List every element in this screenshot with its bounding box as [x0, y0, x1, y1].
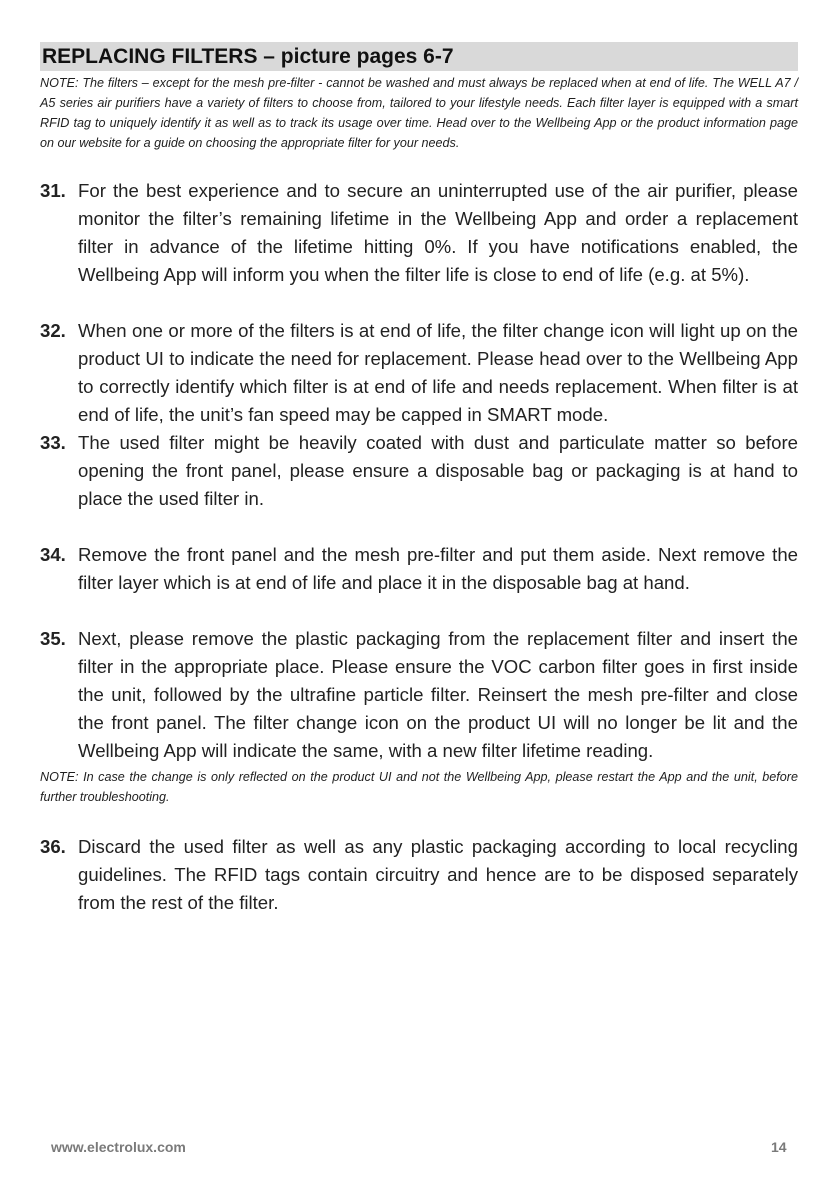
footer-website: www.electrolux.com	[51, 1139, 186, 1155]
item-number: 31.	[40, 180, 66, 201]
item-text: For the best experience and to secure an uninterrupted use of the air purifier, please monitor the filter’s remaining lifetime in the Wellbeing App and order a replacement filter in advance of the lifetime hitting 0%. If you have notifications enabled, the Wellbeing App will inform you when the filter life is close to end of life (e.g. at 5%).	[78, 180, 798, 285]
item-number: 33.	[40, 432, 66, 453]
item-number: 34.	[40, 544, 66, 565]
page-content	[40, 42, 798, 917]
item-text: Remove the front panel and the mesh pre-filter and put them aside. Next remove the filter layer which is at end of life and place it in the disposable bag at hand.	[78, 544, 798, 593]
page-number: 14	[771, 1139, 787, 1155]
list-item	[40, 177, 798, 289]
list-item	[40, 317, 798, 429]
section-title: REPLACING FILTERS – picture pages 6-7	[40, 42, 798, 71]
list-item	[40, 625, 798, 765]
list-item	[40, 429, 798, 513]
list-item	[40, 833, 798, 917]
intro-note: NOTE: The filters – except for the mesh pre-filter - cannot be washed and must always be replaced when at end of life. The WELL A7 / A5 series air purifiers have a variety of filters to choose from, tailored to your lifestyle needs. Each filter layer is equipped with a smart RFID tag to uniquely identify it as well as to track its usage over time. Head over to the Wellbeing App or the product information page on our website for a guide on choosing the appropriate filter for your needs.	[40, 76, 798, 150]
item-number: 36.	[40, 836, 66, 857]
item-text: When one or more of the filters is at end of life, the filter change icon will light up on the product UI to indicate the need for replacement. Please head over to the Wellbeing App to correctly identify which filter is at end of life and needs replacement. When filter is at end of life, the unit’s fan speed may be capped in SMART mode.	[78, 320, 798, 425]
item-number: 32.	[40, 320, 66, 341]
item-text: Next, please remove the plastic packaging from the replacement filter and insert the filter in the appropriate place. Please ensure the VOC carbon filter goes in first inside the unit, followed by the ultrafine particle filter. Reinsert the mesh pre-filter and close the front panel. The filter change icon on the product UI will no longer be lit and the Wellbeing App will indicate the same, with a new filter lifetime reading.	[78, 628, 798, 761]
item-text: The used filter might be heavily coated with dust and particulate matter so before opening the front panel, please ensure a disposable bag or packaging is at hand to place the used filter in.	[78, 432, 798, 509]
troubleshooting-note: NOTE: In case the change is only reflected on the product UI and not the Wellbeing App, please restart the App and the unit, before further troubleshooting.	[40, 770, 798, 804]
item-text: Discard the used filter as well as any plastic packaging according to local recycling guidelines. The RFID tags contain circuitry and hence are to be disposed separately from the rest of the filter.	[78, 836, 798, 913]
list-item	[40, 541, 798, 597]
item-number: 35.	[40, 628, 66, 649]
